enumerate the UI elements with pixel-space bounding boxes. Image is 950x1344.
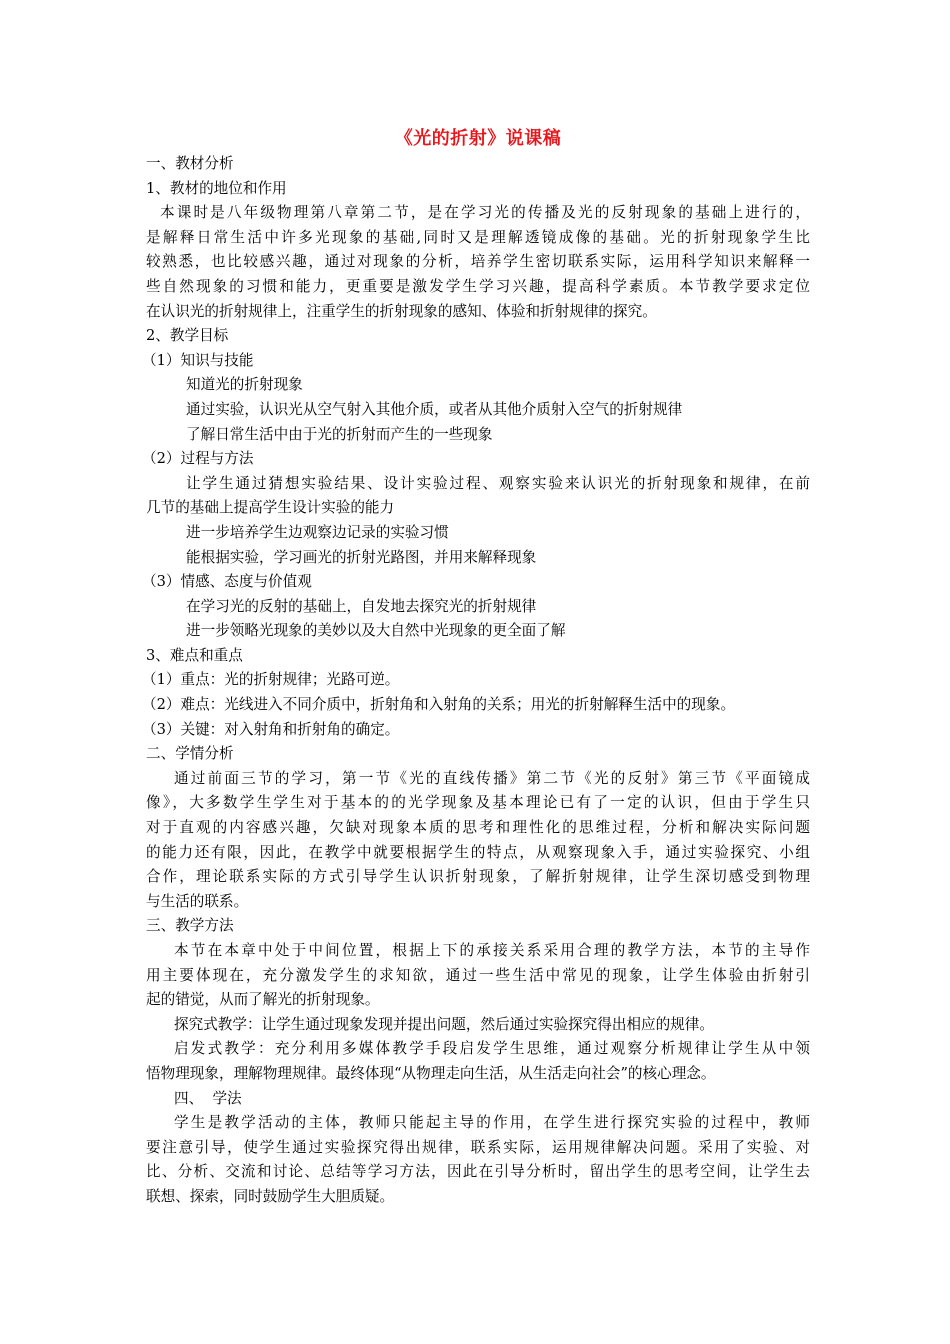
text-line: 合作，理论联系实际的方式引导学生认识折射现象，了解折射规律，让学生深切感受到物理: [146, 868, 810, 886]
paragraph: [146, 201, 810, 324]
text-line: 通过前面三节的学习，第一节《光的直线传播》第二节《光的反射》第三节《平面镜成: [174, 769, 810, 787]
text-line: 些自然现象的习惯和能力，更重要是激发学生学习兴趣，提高科学素质。本节教学要求定位: [146, 277, 810, 295]
subsection-heading: 1、教材的地位和作用: [146, 179, 287, 197]
text-line: 是解释日常生活中许多光现象的基础,同时又是理解透镜成像的基础。光的折射现象学生比: [146, 228, 810, 246]
goal-item: 进一步领略光现象的美妙以及大自然中光现象的更全面了解: [186, 622, 566, 640]
text-line: 像》，大多数学生学生对于基本的的光学现象及基本理论已有了一定的认识，但由于学生只: [146, 794, 810, 812]
paragraph: [146, 939, 810, 1013]
text-line: 在认识光的折射规律上，注重学生的折射现象的感知、体验和折射规律的探究。: [146, 302, 657, 320]
goal-heading: （3）情感、态度与价值观: [142, 573, 312, 591]
text-line: 学生是教学活动的主体，教师只能起主导的作用，在学生进行探究实验的过程中，教师: [174, 1114, 810, 1132]
paragraph: [146, 1037, 810, 1086]
section-teaching-methods: [146, 914, 810, 1086]
subsection-heading: 3、难点和重点: [146, 646, 243, 664]
text-line: 本节在本章中处于中间位置，根据上下的承接关系采用合理的教学方法，本节的主导作: [174, 942, 810, 959]
paragraph: [146, 1111, 810, 1209]
goal-heading: （1）知识与技能: [142, 351, 254, 369]
goal-item: 在学习光的反射的基础上，自发地去探究光的折射规律: [186, 597, 537, 615]
key-point-item: （2）难点：光线进入不同介质中，折射角和入射角的关系；用光的折射解释生活中的现象。: [142, 696, 736, 714]
text-line: 用主要体现在，充分激发学生的求知欲，通过一些生活中常见的现象，让学生体验由折射引: [146, 966, 810, 984]
goal-item: 通过实验，认识光从空气射入其他介质，或者从其他介质射入空气的折射规律: [186, 400, 683, 418]
text-line: 与生活的联系。: [146, 892, 249, 910]
paragraph: [146, 767, 810, 915]
section-textbook-analysis: [142, 152, 810, 742]
section-student-analysis: [146, 742, 810, 914]
text-line: 较熟悉，也比较感兴趣，通过对现象的分析，培养学生密切联系实际，运用科学知识来解释一: [146, 253, 810, 271]
goal-item: 进一步培养学生边观察边记录的实验习惯: [186, 523, 449, 541]
text-line: 比、分析、交流和讨论、总结等学习方法，因此在引导分析时，留出学生的思考空间，让学生去: [146, 1163, 810, 1181]
text-line: 起的错觉，从而了解光的折射现象。: [146, 991, 380, 1009]
goal-heading: （2）过程与方法: [142, 450, 254, 468]
text-line: 本课时是八年级物理第八章第二节，是在学习光的传播及光的反射现象的基础上进行的，: [160, 204, 810, 222]
document-page: [142, 126, 810, 1210]
text-line: 悟物理现象，理解物理规律。最终体现“从物理走向生活，从生活走向社会”的核心理念。: [146, 1064, 716, 1082]
text-line: 几节的基础上提高学生设计实验的能力: [146, 499, 395, 517]
subsection-heading: 2、教学目标: [146, 327, 229, 345]
text-line: 让学生通过猜想实验结果、设计实验过程、观察实验来认识光的折射现象和规律，在前: [186, 474, 810, 492]
key-point-item: （3）关键：对入射角和折射角的确定。: [142, 720, 400, 738]
section-heading: 三、教学方法: [146, 917, 234, 935]
section-heading: 四、 学法: [174, 1089, 242, 1107]
section-heading: 一、教材分析: [146, 155, 234, 172]
text-line: 联想、探索，同时鼓励学生大胆质疑。: [146, 1187, 395, 1205]
goal-item: 知道光的折射现象: [186, 376, 303, 394]
text-line: 对于直观的内容感兴趣，欠缺对现象本质的思考和理性化的思维过程，分析和解决实际问题: [146, 819, 810, 837]
goal-item: 能根据实验，学习画光的折射光路图，并用来解释现象: [186, 548, 537, 566]
paragraph: 探究式教学：让学生通过现象发现并提出问题，然后通过实验探究得出相应的规律。: [174, 1015, 714, 1033]
section-learning-methods: [146, 1087, 810, 1210]
goal-item: 了解日常生活中由于光的折射而产生的一些现象: [186, 425, 493, 443]
text-line: 要注意引导，使学生通过实验探究得出规律，联系实际，运用规律解决问题。采用了实验、对: [146, 1138, 810, 1156]
document-title: 《光的折射》说课稿: [394, 128, 562, 149]
text-line: 的能力还有限，因此，在教学中就要根据学生的特点，从观察现象入手，通过实验探究、小组: [146, 843, 810, 861]
section-heading: 二、学情分析: [146, 745, 234, 763]
text-line: 启发式教学：充分利用多媒体教学手段启发学生思维，通过观察分析规律让学生从中领: [174, 1040, 810, 1058]
key-point-item: （1）重点：光的折射规律；光路可逆。: [142, 671, 400, 689]
paragraph: [146, 472, 810, 521]
